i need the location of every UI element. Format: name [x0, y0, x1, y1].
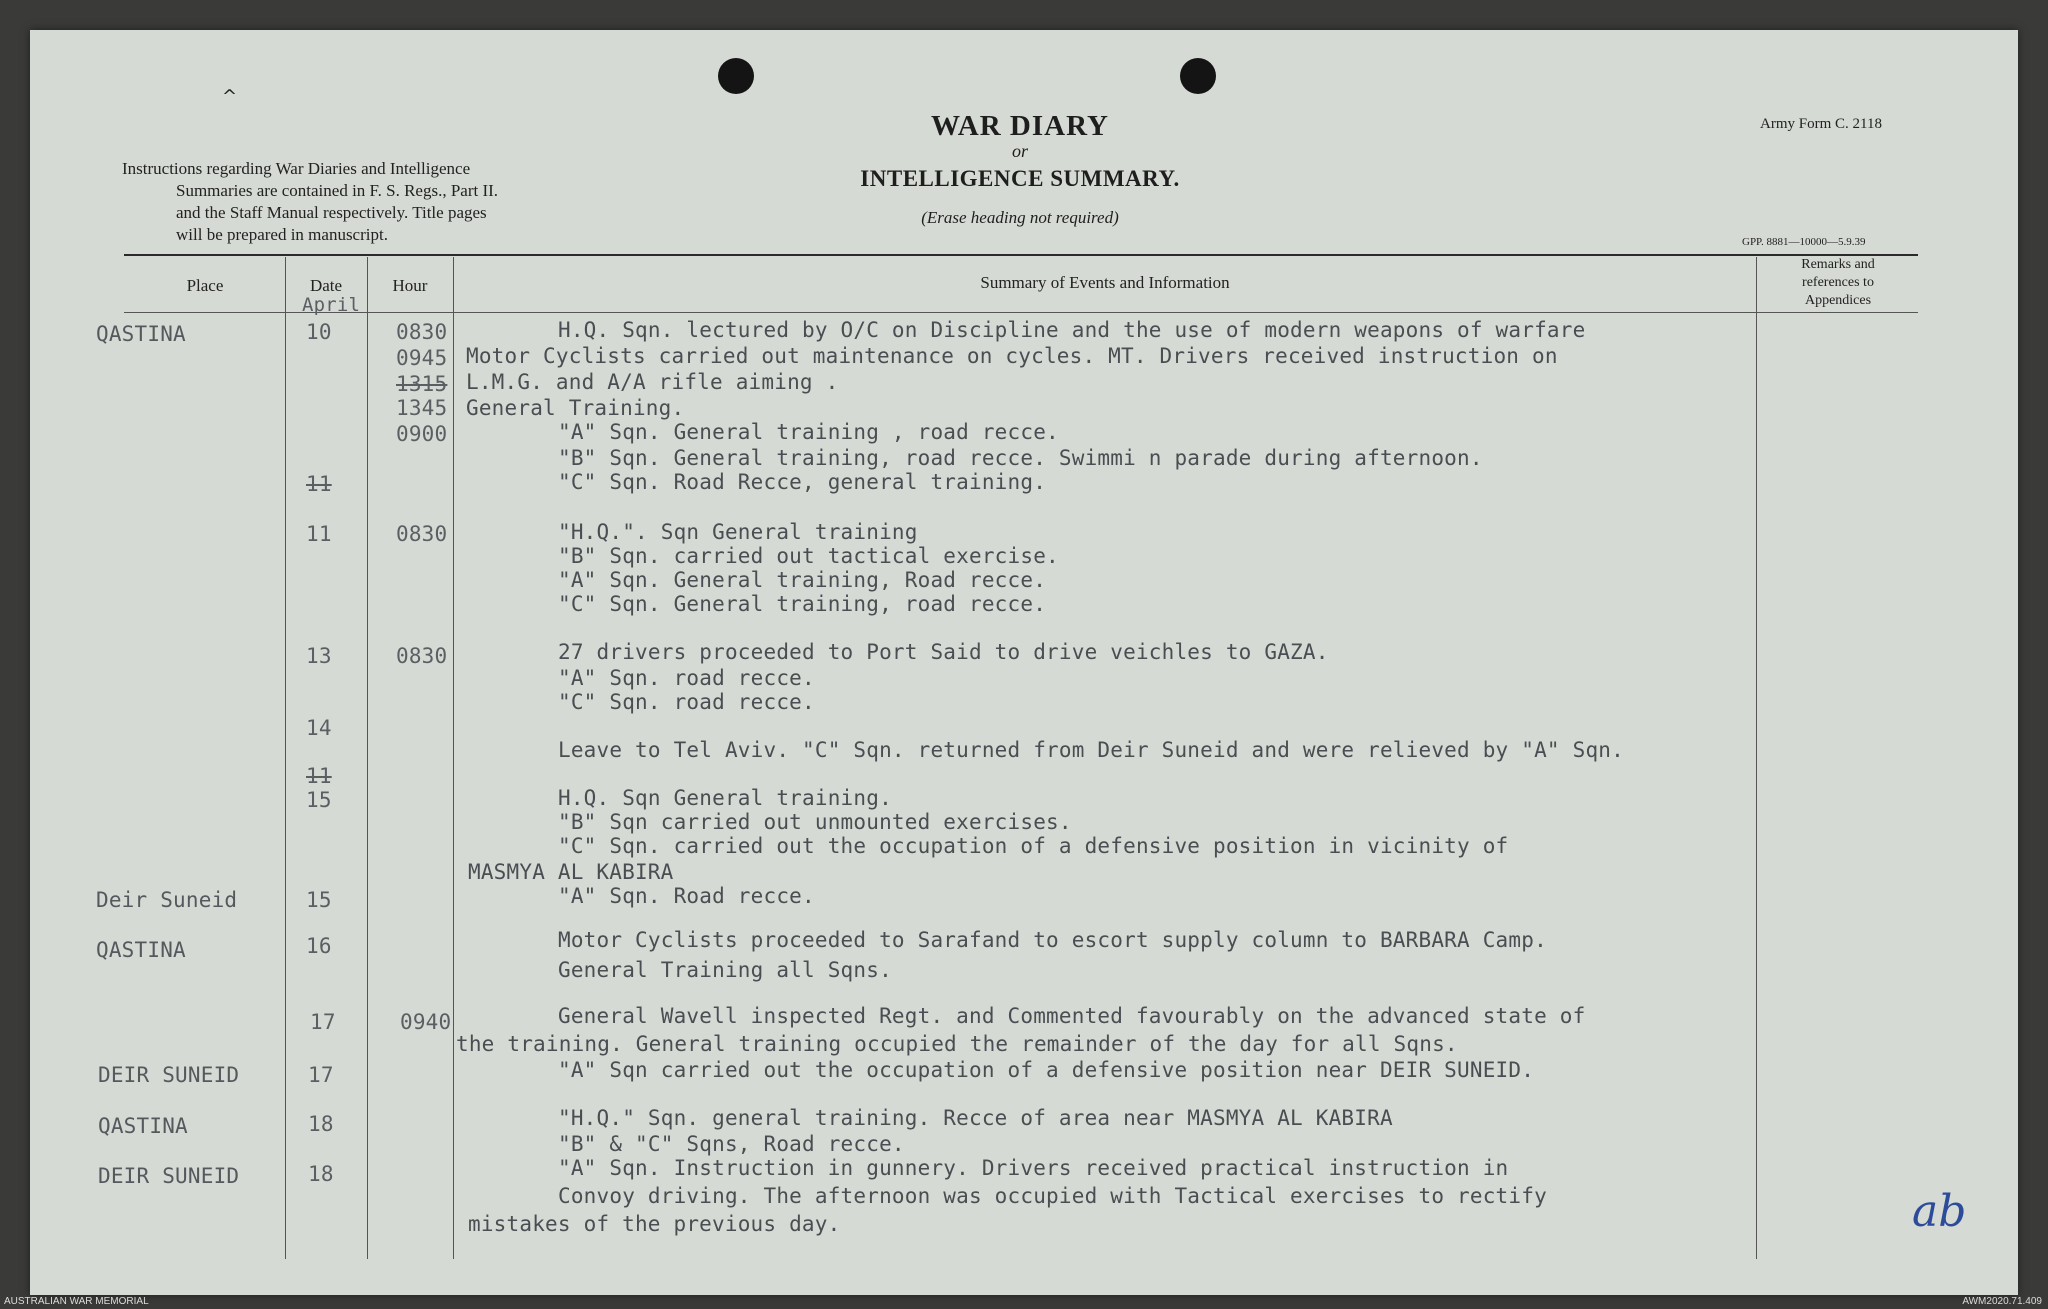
summary-line: "A" Sqn. Road recce.	[558, 884, 815, 908]
summary-line: "A" Sqn carried out the occupation of a defensive position near DEIR SUNEID.	[558, 1058, 1535, 1082]
date-entry: 11	[306, 472, 332, 496]
instructions-line: will be prepared in manuscript.	[176, 225, 388, 244]
date-entry: 10	[306, 320, 332, 344]
summary-line: General Wavell inspected Regt. and Commented favourably on the advanced state of	[558, 1004, 1586, 1028]
erase-note: (Erase heading not required)	[921, 208, 1119, 227]
summary-line: "A" Sqn. General training, Road recce.	[558, 568, 1047, 592]
summary-line: "B" & "C" Sqns, Road recce.	[558, 1132, 905, 1156]
date-entry: 18	[308, 1162, 334, 1186]
hour-entry: 0940	[400, 1010, 452, 1034]
summary-line: "A" Sqn. General training , road recce.	[558, 420, 1059, 444]
hour-entry: 0900	[396, 422, 448, 446]
heading-or: or	[1011, 141, 1028, 161]
summary-line: "B" Sqn. carried out tactical exercise.	[558, 544, 1059, 568]
date-entry: 17	[308, 1063, 334, 1087]
instructions-line: Summaries are contained in F. S. Regs., Part II.	[176, 181, 499, 200]
handwritten-initials: ab	[1912, 1186, 1967, 1237]
date-entry: 11	[306, 522, 332, 546]
column-header-summary: Summary of Events and Information	[980, 273, 1230, 292]
summary-line: 27 drivers proceeded to Port Said to drive veichles to GAZA.	[558, 640, 1329, 664]
column-divider	[453, 257, 454, 1259]
place-entry: DEIR SUNEID	[98, 1063, 240, 1087]
diary-heading	[790, 110, 1250, 228]
column-header-rule	[124, 312, 1918, 313]
header-rule	[124, 254, 1918, 256]
place-entry: QASTINA	[98, 1114, 188, 1138]
date-entry: 17	[310, 1010, 336, 1034]
place-entry: QASTINA	[96, 938, 186, 962]
pen-mark: ^	[222, 86, 238, 107]
summary-line: the training. General training occupied the remainder of the day for all Sqns.	[456, 1032, 1458, 1056]
summary-line: H.Q. Sqn General training.	[558, 786, 892, 810]
summary-line: "C" Sqn. road recce.	[558, 690, 815, 714]
column-divider	[1756, 257, 1757, 1259]
remarks-header-line: Remarks and	[1801, 257, 1875, 272]
hour-entry: 0945	[396, 346, 448, 370]
date-entry: 16	[306, 934, 332, 958]
column-header-hour: Hour	[392, 276, 428, 295]
summary-line: General Training.	[466, 396, 685, 420]
summary-line: Leave to Tel Aviv. "C" Sqn. returned from Deir Suneid and were relieved by "A" Sqn.	[558, 738, 1624, 762]
hour-entry: 0830	[396, 522, 448, 546]
date-entry: 15	[306, 888, 332, 912]
summary-line: "A" Sqn. Instruction in gunnery. Drivers received practical instruction in	[558, 1156, 1509, 1180]
date-entry: 13	[306, 644, 332, 668]
column-divider	[285, 257, 286, 1259]
archive-reference: AWM2020.71.409	[1962, 1296, 2042, 1307]
date-entry: 18	[308, 1112, 334, 1136]
summary-line: mistakes of the previous day.	[468, 1212, 841, 1236]
instructions-line: Instructions regarding War Diaries and Intelligence	[122, 159, 471, 178]
column-header-remarks	[1760, 256, 1916, 310]
punch-hole-right	[1180, 58, 1216, 94]
punch-hole-left	[718, 58, 754, 94]
place-entry: Deir Suneid	[96, 888, 238, 912]
summary-line: "A" Sqn. road recce.	[558, 666, 815, 690]
form-number: Army Form C. 2118	[1760, 116, 1882, 132]
place-entry: QASTINA	[96, 322, 186, 346]
column-header-date: Date	[309, 276, 343, 295]
summary-line: MASMYA AL KABIRA	[468, 860, 674, 884]
month-label: April	[302, 294, 361, 316]
diary-title: WAR DIARY	[931, 110, 1109, 142]
hour-entry: 1345	[396, 396, 448, 420]
summary-line: "H.Q." Sqn. general training. Recce of area near MASMYA AL KABIRA	[558, 1106, 1393, 1130]
summary-line: "C" Sqn. carried out the occupation of a defensive position in vicinity of	[558, 834, 1509, 858]
instructions-note	[122, 158, 642, 246]
column-divider	[367, 257, 368, 1259]
hour-entry: 1315	[396, 372, 448, 396]
hour-entry: 0830	[396, 320, 448, 344]
archive-credit: AUSTRALIAN WAR MEMORIAL	[4, 1296, 149, 1307]
date-entry: 11	[306, 764, 332, 788]
date-entry: 15	[306, 788, 332, 812]
column-header-place: Place	[186, 276, 224, 295]
summary-line: "C" Sqn. General training, road recce.	[558, 592, 1047, 616]
instructions-line: and the Staff Manual respectively. Title pages	[176, 203, 487, 222]
remarks-header-line: Appendices	[1804, 293, 1872, 308]
summary-line: "C" Sqn. Road Recce, general training.	[558, 470, 1047, 494]
summary-line: H.Q. Sqn. lectured by O/C on Discipline and the use of modern weapons of warfare	[558, 318, 1586, 342]
summary-line: "B" Sqn carried out unmounted exercises.	[558, 810, 1072, 834]
place-entry: DEIR SUNEID	[98, 1164, 240, 1188]
diary-subtitle: INTELLIGENCE SUMMARY.	[860, 166, 1180, 191]
summary-line: "B" Sqn. General training, road recce. Swimmi n parade during afternoon.	[558, 446, 1483, 470]
date-entry: 14	[306, 716, 332, 740]
hour-entry: 0830	[396, 644, 448, 668]
summary-line: L.M.G. and A/A rifle aiming .	[466, 370, 839, 394]
summary-line: Motor Cyclists proceeded to Sarafand to escort supply column to BARBARA Camp.	[558, 928, 1547, 952]
summary-line: Convoy driving. The afternoon was occupied with Tactical exercises to rectify	[558, 1184, 1547, 1208]
summary-line: Motor Cyclists carried out maintenance on cycles. MT. Drivers received instruction on	[466, 344, 1558, 368]
remarks-header-line: references to	[1802, 275, 1874, 290]
print-code: GPP. 8881—10000—5.9.39	[1742, 236, 1866, 248]
summary-line: "H.Q.". Sqn General training	[558, 520, 918, 544]
summary-line: General Training all Sqns.	[558, 958, 892, 982]
